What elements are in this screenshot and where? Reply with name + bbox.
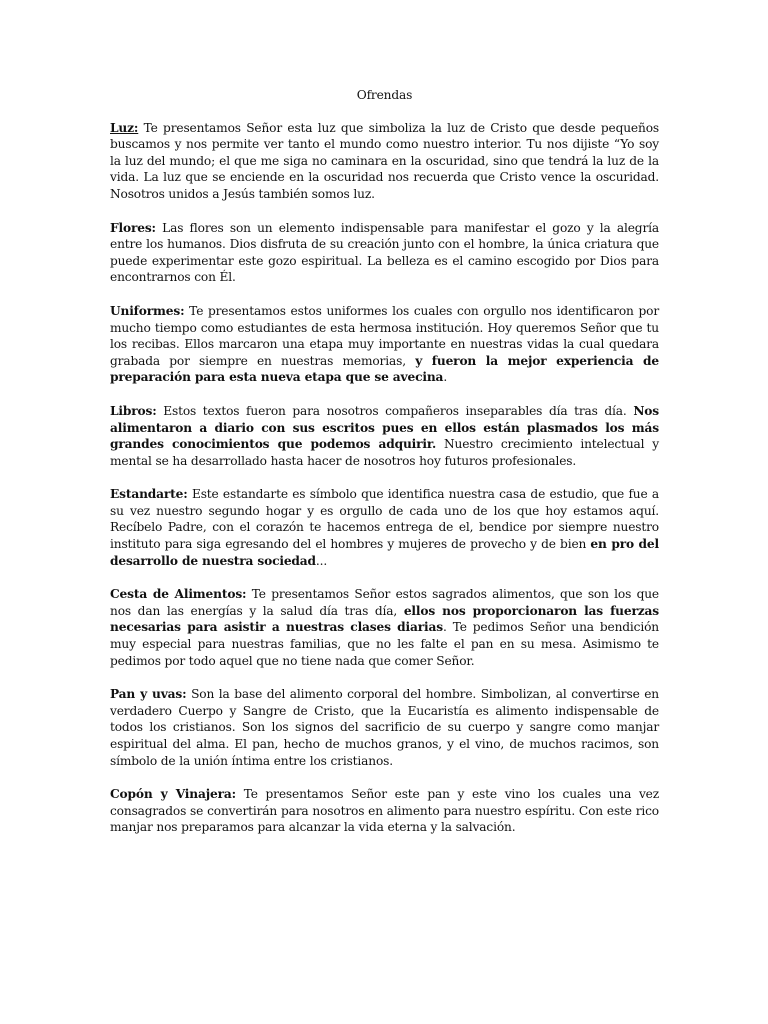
paragraph-cesta-de-alimentos [110,586,659,669]
paragraph-emphasis: Nos alimentaron a diario con sus escritos pues en ellos están plasmados los más grandes conocimientos que podemos adquirir. [110,403,659,452]
paragraph-text: Las flores son un elemento indispensable para manifestar el gozo y la alegría entre los humanos. Dios disfruta de su creación junto con el hombre, la única criatura que puede experimentar este gozo espiritual. La belleza es el camino escogido por Dios para encontrarnos con Él. [110,220,659,285]
paragraph-label: Uniformes: [110,303,185,318]
paragraph-flores [110,220,659,286]
document-title: Ofrendas [356,88,413,102]
paragraph-text: ... [315,553,328,568]
paragraph-label: Libros: [110,403,157,418]
paragraph-label: Estandarte: [110,487,188,502]
paragraph-luz [110,120,659,203]
paragraph-text: Este estandarte es símbolo que identifica nuestra casa de estudio, que fue a su vez nuestro segundo hogar y es orgullo de cada uno de los que hoy estamos aquí. Recíbelo Padre, con el corazón te hacemos entrega de el, bendice por siempre nuestro instituto para siga egresando del el hombres y mujeres de provecho y de bien [110,487,659,552]
paragraph-label: Luz: [110,120,139,135]
paragraph-text: . [443,370,448,385]
document-page [110,87,659,853]
paragraph-text: . Te pedimos Señor una bendición muy especial para nuestras familias, que no les falte el pan en su mesa. Asimismo te pedimos por todo aquel que no tiene nada que comer Señor. [110,620,659,668]
paragraph-label: Flores: [110,220,156,235]
paragraph-text: Son la base del alimento corporal del hombre. Simbolizan, al convertirse en verdadero Cuerpo y Sangre de Cristo, que la Eucaristía es alimento indispensable de todos los cristianos. Son los signos del sacrificio de su cuerpo y sangre como manjar espiritual del alma. El pan, hecho de muchos granos, y el vino, de muchos racimos, son símbolo de la unión íntima entre los cristianos. [110,687,659,768]
paragraph-uniformes [110,303,659,386]
paragraph-label: Pan y uvas: [110,687,187,702]
paragraph-pan-y-uvas [110,686,659,769]
paragraph-libros [110,403,659,469]
paragraph-text: Nuestro crecimiento intelectual y mental se ha desarrollado hasta hacer de nosotros hoy futuros profesionales. [110,437,659,468]
paragraph-emphasis: en pro del desarrollo de nuestra sociedad [110,537,659,568]
paragraph-emphasis: y fueron la mejor experiencia de preparación para esta nueva etapa que se avecina [110,353,659,385]
paragraph-label: Cesta de Alimentos: [110,587,247,602]
paragraph-copon-y-vinajera [110,786,659,836]
paragraph-text: Te presentamos Señor este pan y este vino los cuales una vez consagrados se convertirán para nosotros en alimento para nuestro espíritu. Con este rico manjar nos preparamos para alcanzar la vida eterna y la salvación. [110,787,660,835]
paragraph-estandarte [110,486,659,569]
paragraph-emphasis: ellos nos proporcionaron las fuerzas necesarias para asistir a nuestras clases diarias [110,603,659,635]
paragraph-text: Estos textos fueron para nosotros compañeros inseparables día tras día. [156,403,634,418]
paragraph-label: Copón y Vinajera: [110,787,236,802]
paragraph-text: Te presentamos estos uniformes los cuales con orgullo nos identificaron por mucho tiempo como estudiantes de esta hermosa institución. Hoy queremos Señor que tu los recibas. Ellos marcaron una etapa muy importante en nuestras vidas la cual quedara grabada por siempre en nuestras memorias, [110,303,659,368]
paragraph-text: Te presentamos Señor estos sagrados alimentos, que son los que nos dan las energías y la salud día tras día, [110,587,659,618]
paragraph-text: Te presentamos Señor esta luz que simboliza la luz de Cristo que desde pequeños buscamos y nos permite ver tanto el mundo como nuestro interior. Tu nos dijiste “Yo soy la luz del mundo; el que me siga no caminara en la oscuridad, sino que tendrá la luz de la vida. La luz que se enciende en la oscuridad nos recuerda que Cristo vence la oscuridad. Nosotros unidos a Jesús también somos luz. [110,120,659,201]
